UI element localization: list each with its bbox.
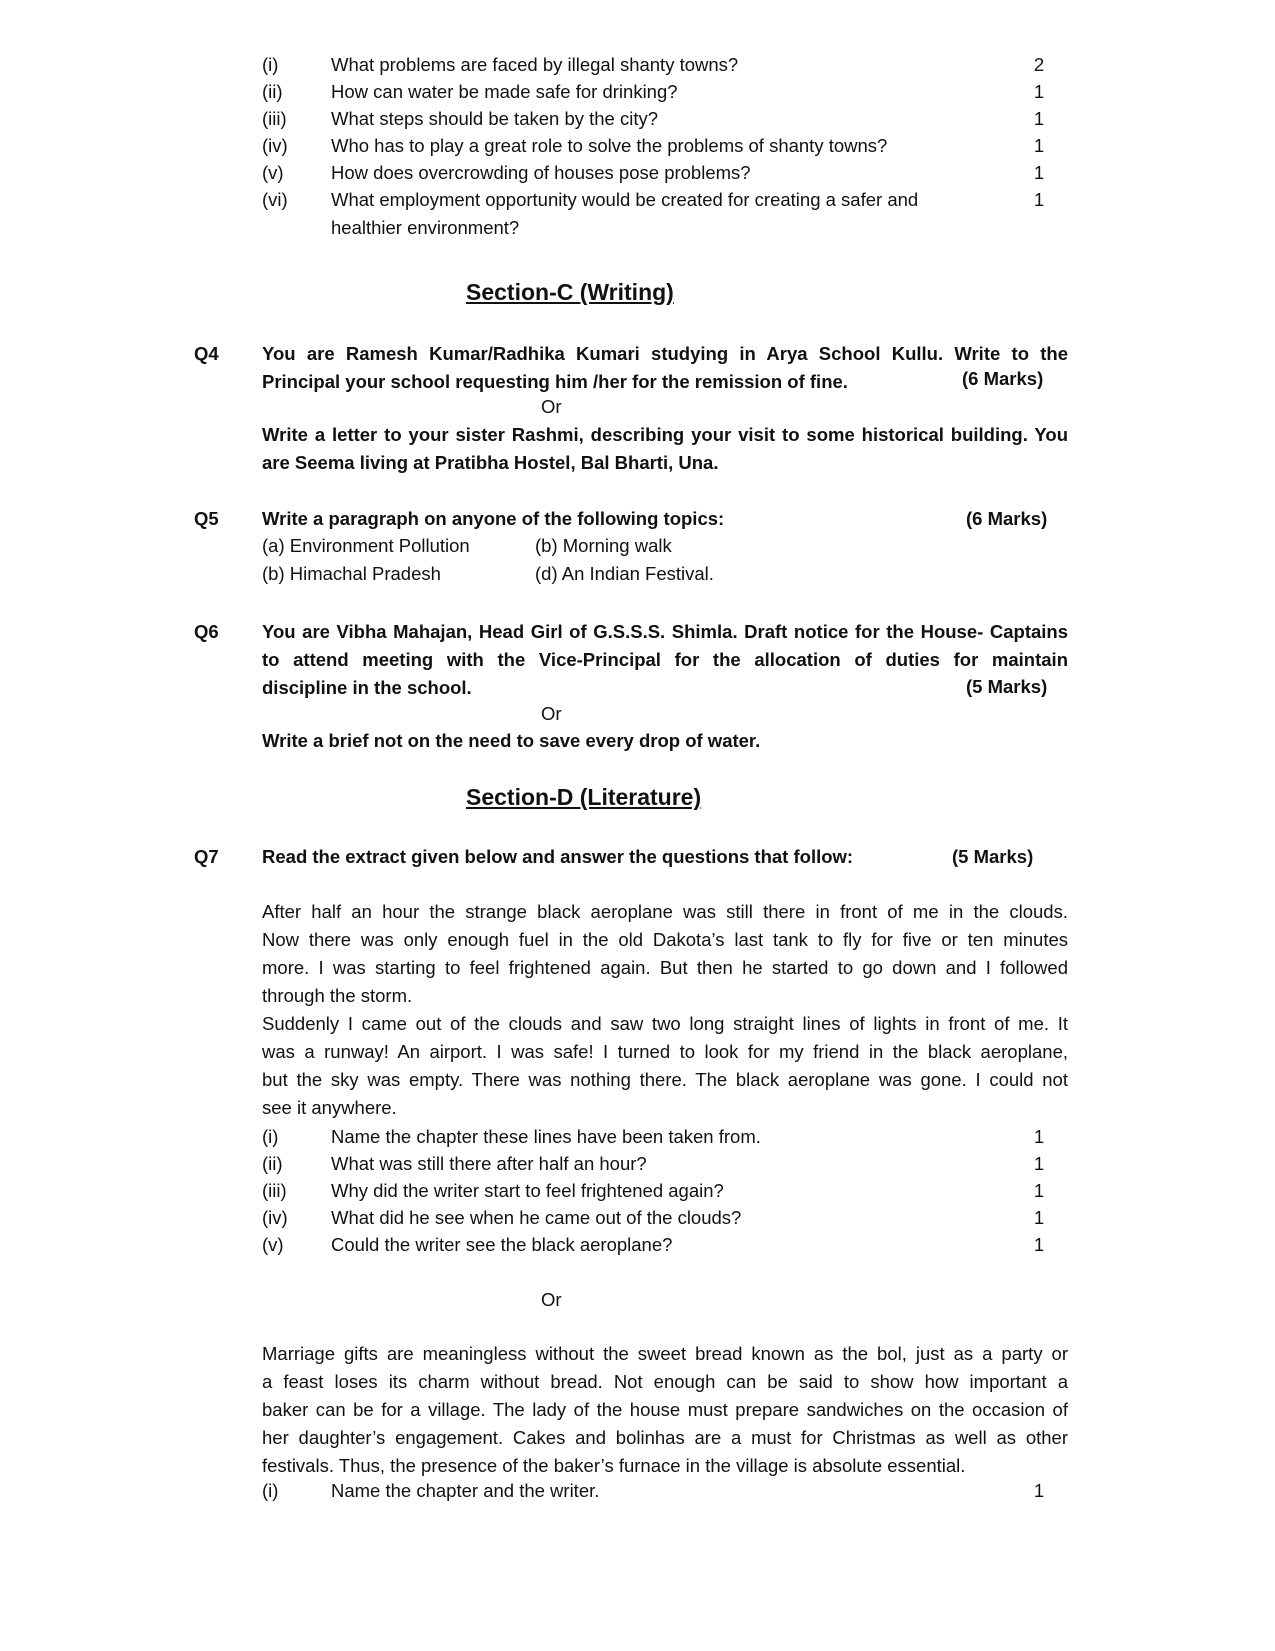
q4-line: You are Ramesh Kumar/Radhika Kumari studying in Arya School Kullu. Write to the	[262, 343, 1068, 364]
q6-line: discipline in the school.	[262, 677, 472, 698]
section-c-heading: Section-C (Writing)	[466, 279, 674, 305]
q3-item-text: What employment opportunity would be created for creating a safer and	[331, 189, 919, 210]
q5-marks: (6 Marks)	[966, 508, 1048, 529]
extract-line: see it anywhere.	[262, 1097, 397, 1118]
q6-question	[262, 618, 1068, 702]
q6-or: Or	[541, 703, 562, 724]
q3-item-text: How can water be made safe for drinking?	[331, 81, 678, 102]
q7-item-num: (iv)	[262, 1207, 288, 1228]
section-d-heading: Section-D (Literature)	[466, 784, 702, 810]
q4-alternative	[262, 421, 1068, 477]
q3-item-num: (iii)	[262, 108, 287, 129]
q7-item-num: (v)	[262, 1234, 284, 1255]
q6-alternative: Write a brief not on the need to save every drop of water.	[262, 730, 761, 751]
q7-instruction: Read the extract given below and answer the questions that follow:	[262, 846, 854, 867]
q3-item-marks: 1	[1033, 162, 1045, 183]
q7-alt-item-marks: 1	[1033, 1480, 1045, 1501]
extract-line: After half an hour the strange black aeroplane was still there in front of me in the clouds.	[262, 901, 1068, 922]
q5-label: Q5	[194, 508, 219, 529]
q6-label: Q6	[194, 621, 219, 642]
q4-alt-line: are Seema living at Pratibha Hostel, Bal Bharti, Una.	[262, 452, 719, 473]
q5-option-c: (b) Himachal Pradesh	[262, 563, 441, 584]
extract-line: Now there was only enough fuel in the old Dakota’s last tank to fly for five or ten minutes	[262, 929, 1068, 950]
q3-item-text: What problems are faced by illegal shanty towns?	[331, 54, 739, 75]
q3-item-num: (vi)	[262, 189, 288, 210]
q5-option-a: (a) Environment Pollution	[262, 535, 470, 556]
q7-label: Q7	[194, 846, 219, 867]
q7-or: Or	[541, 1289, 562, 1310]
q4-marks: (6 Marks)	[962, 368, 1044, 389]
extract-line: her daughter’s engagement. Cakes and bolinhas are a must for Christmas as well as other	[262, 1427, 1068, 1448]
extract-line: festivals. Thus, the presence of the baker’s furnace in the village is absolute essential.	[262, 1455, 966, 1476]
q7-item-marks: 1	[1033, 1153, 1045, 1174]
q3-item-text: Who has to play a great role to solve the problems of shanty towns?	[331, 135, 888, 156]
extract-line: through the storm.	[262, 985, 413, 1006]
q7-item-num: (iii)	[262, 1180, 287, 1201]
extract-line: Marriage gifts are meaningless without the sweet bread known as the bol, just as a party or	[262, 1343, 1068, 1364]
extract-line: Suddenly I came out of the clouds and saw two long straight lines of lights in front of me. It	[262, 1013, 1068, 1034]
q7-item-text: Why did the writer start to feel frightened again?	[331, 1180, 724, 1201]
q6-marks: (5 Marks)	[966, 676, 1048, 697]
q3-item-num: (i)	[262, 54, 279, 75]
q7-item-num: (i)	[262, 1126, 279, 1147]
q7-item-text: Could the writer see the black aeroplane?	[331, 1234, 673, 1255]
q3-item-marks: 2	[1033, 54, 1045, 75]
extract-line: baker can be for a village. The lady of the house must prepare sandwiches on the occasion of	[262, 1399, 1068, 1420]
q7-item-num: (ii)	[262, 1153, 283, 1174]
q4-label: Q4	[194, 343, 219, 364]
extract-line: but the sky was empty. There was nothing there. The black aeroplane was gone. I could not	[262, 1069, 1068, 1090]
q7-marks: (5 Marks)	[952, 846, 1034, 867]
q3-item-marks: 1	[1033, 108, 1045, 129]
q5-option-b: (b) Morning walk	[535, 535, 672, 556]
q5-option-d: (d) An Indian Festival.	[535, 563, 714, 584]
q3-item-text-continued: healthier environment?	[331, 217, 520, 238]
q4-or: Or	[541, 396, 562, 417]
q3-item-num: (ii)	[262, 81, 283, 102]
q7-alt-item-text: Name the chapter and the writer.	[331, 1480, 600, 1501]
q3-item-num: (v)	[262, 162, 284, 183]
q3-item-marks: 1	[1033, 135, 1045, 156]
extract-line: a feast loses its charm without bread. Not enough can be said to show how important a	[262, 1371, 1068, 1392]
q3-item-num: (iv)	[262, 135, 288, 156]
q7-item-text: What did he see when he came out of the clouds?	[331, 1207, 742, 1228]
q7-item-text: What was still there after half an hour?	[331, 1153, 647, 1174]
q6-line: to attend meeting with the Vice-Principal for the allocation of duties for maintain	[262, 649, 1068, 670]
q4-line: Principal your school requesting him /her for the remission of fine.	[262, 371, 848, 392]
extract-line: was a runway! An airport. I was safe! I turned to look for my friend in the black aeroplane,	[262, 1041, 1068, 1062]
q4-question	[262, 340, 1068, 396]
extract-line: more. I was starting to feel frightened again. But then he started to go down and I followed	[262, 957, 1068, 978]
q3-item-text: What steps should be taken by the city?	[331, 108, 659, 129]
q7-alt-item-num: (i)	[262, 1480, 279, 1501]
q7-extract-paragraph-2	[262, 1340, 1068, 1480]
q3-item-text: How does overcrowding of houses pose problems?	[331, 162, 751, 183]
q7-item-marks: 1	[1033, 1126, 1045, 1147]
q7-item-marks: 1	[1033, 1234, 1045, 1255]
q6-line: You are Vibha Mahajan, Head Girl of G.S.S.S. Shimla. Draft notice for the House- Captains	[262, 621, 1068, 642]
q7-extract-paragraph-1	[262, 898, 1068, 1122]
q7-item-marks: 1	[1033, 1207, 1045, 1228]
q3-item-marks: 1	[1033, 189, 1045, 210]
q7-item-marks: 1	[1033, 1180, 1045, 1201]
q7-item-text: Name the chapter these lines have been taken from.	[331, 1126, 761, 1147]
q3-item-marks: 1	[1033, 81, 1045, 102]
q4-alt-line: Write a letter to your sister Rashmi, describing your visit to some historical building. You	[262, 424, 1068, 445]
q5-question: Write a paragraph on anyone of the following topics:	[262, 508, 725, 529]
